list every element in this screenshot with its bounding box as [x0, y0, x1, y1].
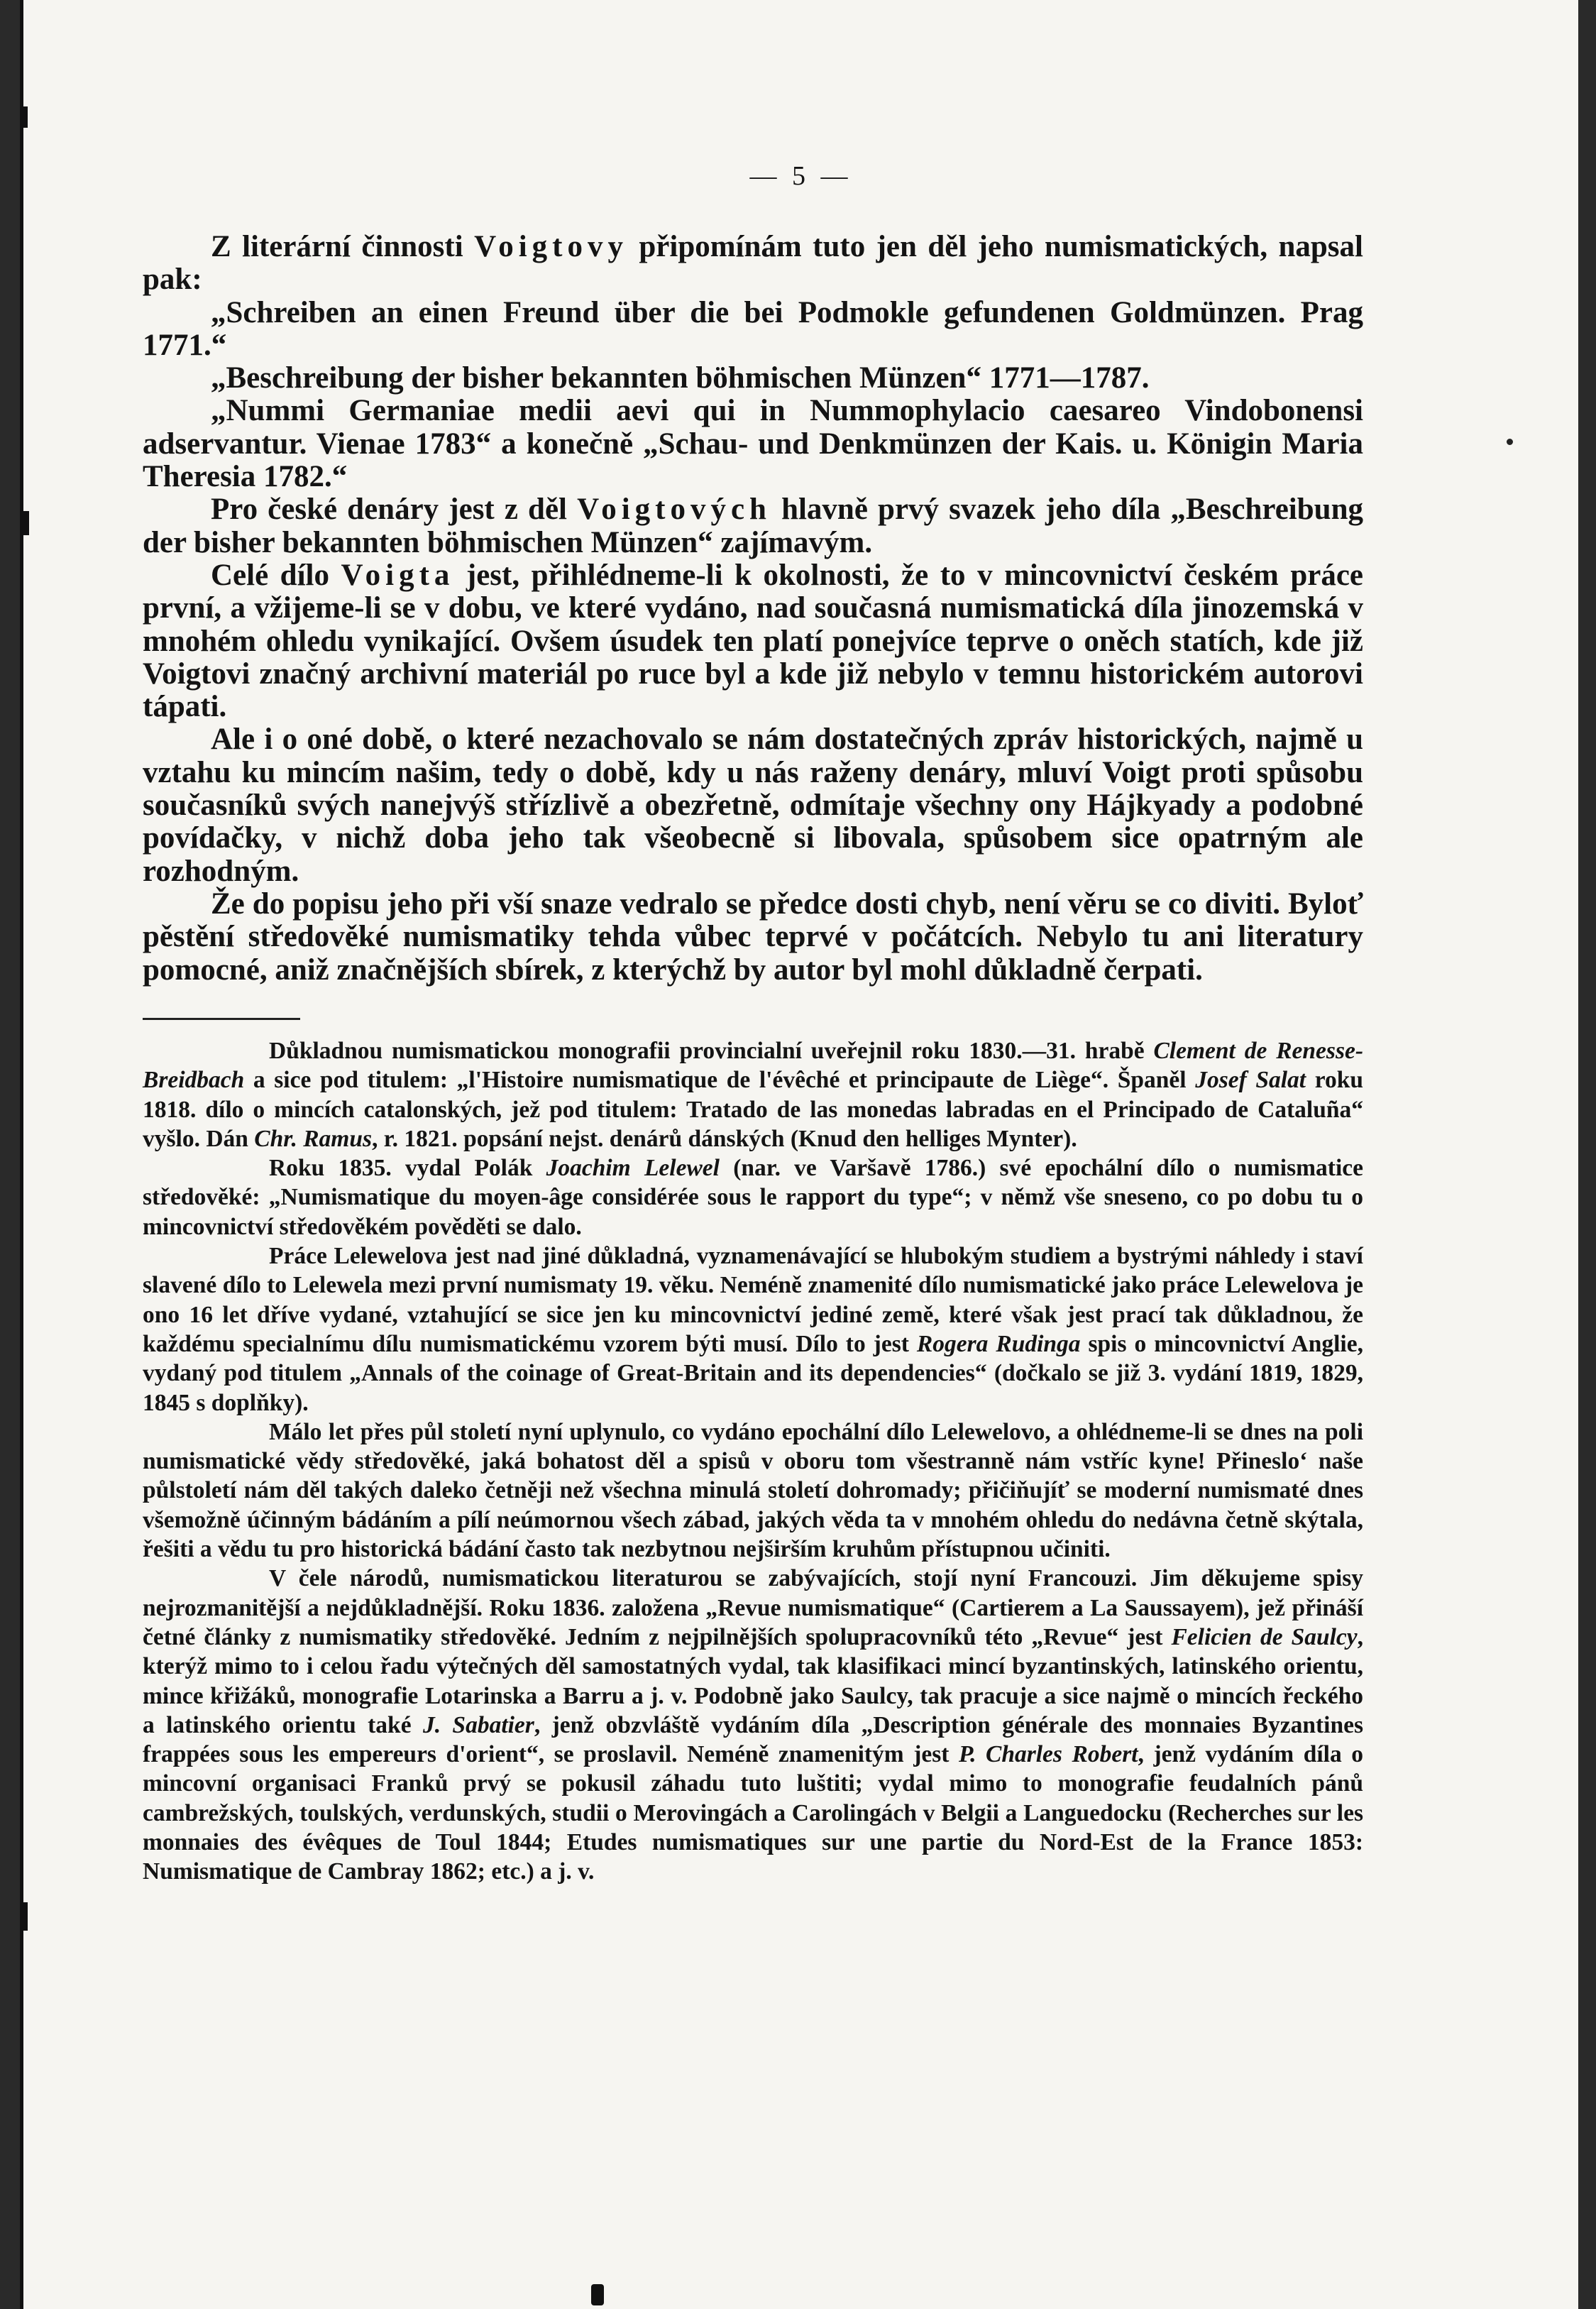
footnote-3: Práce Lelewelova jest nad jiné důkladná, vyznamenávající se hlubokým studiem a bystrými náhledy i staví slavené dílo to Lelewela mezi první numismaty 19. věku. Neméně znamenité dílo numismatické jako práce Lelewelova je ono 16 let dříve vydané, vztahující se sice jen ku mincovnictví jediné země, které však jest prací tak důkladnou, že každému specialnímu dílu numismatickému vzorem býti musí. Dílo to jest Rogera Rudinga spis o mincovnictví Anglie, vydaný pod titulem „Annals of the coinage of Great-Britain and its dependencies“ (dočkalo se již 3. vydání 1819, 1829, 1845 s doplňky). [143, 1243, 1363, 1416]
scan-mark [591, 2284, 604, 2305]
paragraph-2: Pro české denáry jest z děl Voigtových hlavně prvý svazek jeho díla „Beschreibung der bisher bekannten böhmischen Münzen“ zajímavým. [143, 493, 1363, 559]
footnote-2: Roku 1835. vydal Polák Joachim Lelewel (nar. ve Varšavě 1786.) své epochální dílo o numismatice středověké: „Numismatique du moyen-âge considérée sous le rapport du type“; v němž vše sneseno, co po dobu tu o mincovnictví středověkém pověděti se dalo. [143, 1155, 1363, 1240]
footnote-1: Důkladnou numismatickou monografii provincialní uveřejnil roku 1830.—31. hrabě Clement de Renesse-Breidbach a sice pod titulem: „l'Histoire numismatique de l'évêché et principaute de Liège“. Španěl Josef Salat roku 1818. dílo o mincích catalonských, jež pod titulem: Tratado de las monedas labradas en el Principado de Cataluña“ vyšlo. Dán Chr. Ramus, r. 1821. popsání nejst. denárů dánských (Knud den helliges Mynter). [143, 1038, 1364, 1152]
title-quote-2: „Beschreibung der bisher bekannten böhmischen Münzen“ 1771—1787. [211, 361, 1150, 395]
spaced-name: Voigta [341, 558, 455, 592]
title-quote-1: „Schreiben an einen Freund über die bei Podmokle gefundenen Goldmünzen. Prag 1771.“ [143, 295, 1363, 362]
main-text [143, 231, 1363, 987]
page-number: — 5 — [749, 161, 852, 191]
footnote-4: Málo let přes půl století nyní uplynulo, co vydáno epochální dílo Lelewelovo, a ohlédneme-li se dnes na poli numismatické vědy středověké, jaká bohatost děl a spisů v oboru tom všestranně nám vstříc kyne! Přineslo‘ naše půlstoletí nám děl takých daleko četněji než všechna minulá století dohromady; přičiňujíť se moderní numismaté dnes všemožně účinným bádáním a pílí neúmornou všech zábad, jakých věda ta v mnohém ohledu do nedávna četně skýtala, řešiti a vědu tu pro historická bádání často tak nezbytnou nejširším kruhům přístupnou učiniti. [143, 1418, 1363, 1563]
scan-mark [22, 511, 29, 535]
spaced-name: Voigtovy [474, 230, 628, 263]
paragraph-1: Z literární činnosti Voigtovy připomínám tuto jen děl jeho numismatických, napsal pak: [143, 230, 1363, 297]
spaced-name: Voigtových [577, 493, 771, 527]
title-quote-3: „Nummi Germaniae medii aevi qui in Nummophylacio caesareo Vindobonensi adservantur. Vienae 1783“ a konečně „Schau- und Denkmünzen der Kais. u. Königin Maria Theresia 1782.“ [143, 394, 1363, 494]
footnotes [143, 1036, 1363, 1887]
scan-mark [22, 1902, 28, 1931]
paragraph-4: Ale i o oné době, o které nezachovalo se nám dostatečných zpráv historických, najmě u vztahu ku mincím našim, tedy o době, kdy u nás raženy denáry, mluví Voigt proti spůsobu současníků svých nanejvýš střízlivě a obezřetně, odmítaje všechny ony Hájkyady a podobné povídačky, v nichž doba jeho tak všeobecně si libovala, spůsobem sice opatrným ale rozhodným. [143, 723, 1363, 888]
scan-speck [1507, 439, 1513, 445]
scan-mark [22, 106, 28, 128]
paragraph-3: Celé dílo Voigta jest, přihlédneme-li k okolnosti, že to v mincovnictví českém práce první, a vžijeme-li se v dobu, ve které vydáno, nad současná numismatická díla jinozemská v mnohém ohledu vynikající. Ovšem úsudek ten platí ponejvíce teprve o oněch statích, kde již Voigtovi značný archivní materiál po ruce byl a kde již nebylo v temnu historickém autorovi tápati. [143, 558, 1363, 724]
footnote-rule [143, 1018, 300, 1020]
document-page [20, 0, 1578, 2309]
paragraph-5: Že do popisu jeho při vší snaze vedralo se předce dosti chyb, není věru se co diviti. Byloť pěstění středověké numismatiky tehda vůbec teprvé v počátcích. Nebylo tu ani literatury pomocné, aniž značnějších sbírek, z kterýchž by autor byl mohl důkladně čerpati. [143, 887, 1363, 987]
footnote-5: V čele národů, numismatickou literaturou se zabývajících, stojí nyní Francouzi. Jim děkujeme spisy nejrozmanitější a nejdůkladnější. Roku 1836. založena „Revue numismatique“ (Cartierem a La Saussayem), jež přináší četné články z numismatiky středověké. Jedním z nejpilnějších spolupracovníků této „Revue“ jest Felicien de Saulcy, kterýž mimo to i celou řadu výtečných děl samostatných vydal, tak klasifikaci mincí byzantinských, latinského orientu, mince křižáků, monografie Lotarinska a Barru a j. v. Podobně jako Saulcy, tak pracuje a sice najmě o mincích řeckého a latinského orientu také J. Sabatier, jenž obzvláště vydáním díla „Description générale des monnaies Byzantines frappées sous les empereurs d'orient“, se proslavil. Neméně znamenitým jest P. Charles Robert, jenž vydáním díla o mincovní organisaci Franků prvý se pokusil záhadu tuto luštiti; vydal mimo to monografie feudalních pánů cambrežských, toulských, verdunských, studii o Merovingách a Carolingách v Belgii a Languedocku (Recherches sur les monnaies des évêques de Toul 1844; Etudes numismatiques sur une partie du Nord-Est de la France 1853: Numismatique de Cambray 1862; etc.) a j. v. [143, 1565, 1363, 1885]
